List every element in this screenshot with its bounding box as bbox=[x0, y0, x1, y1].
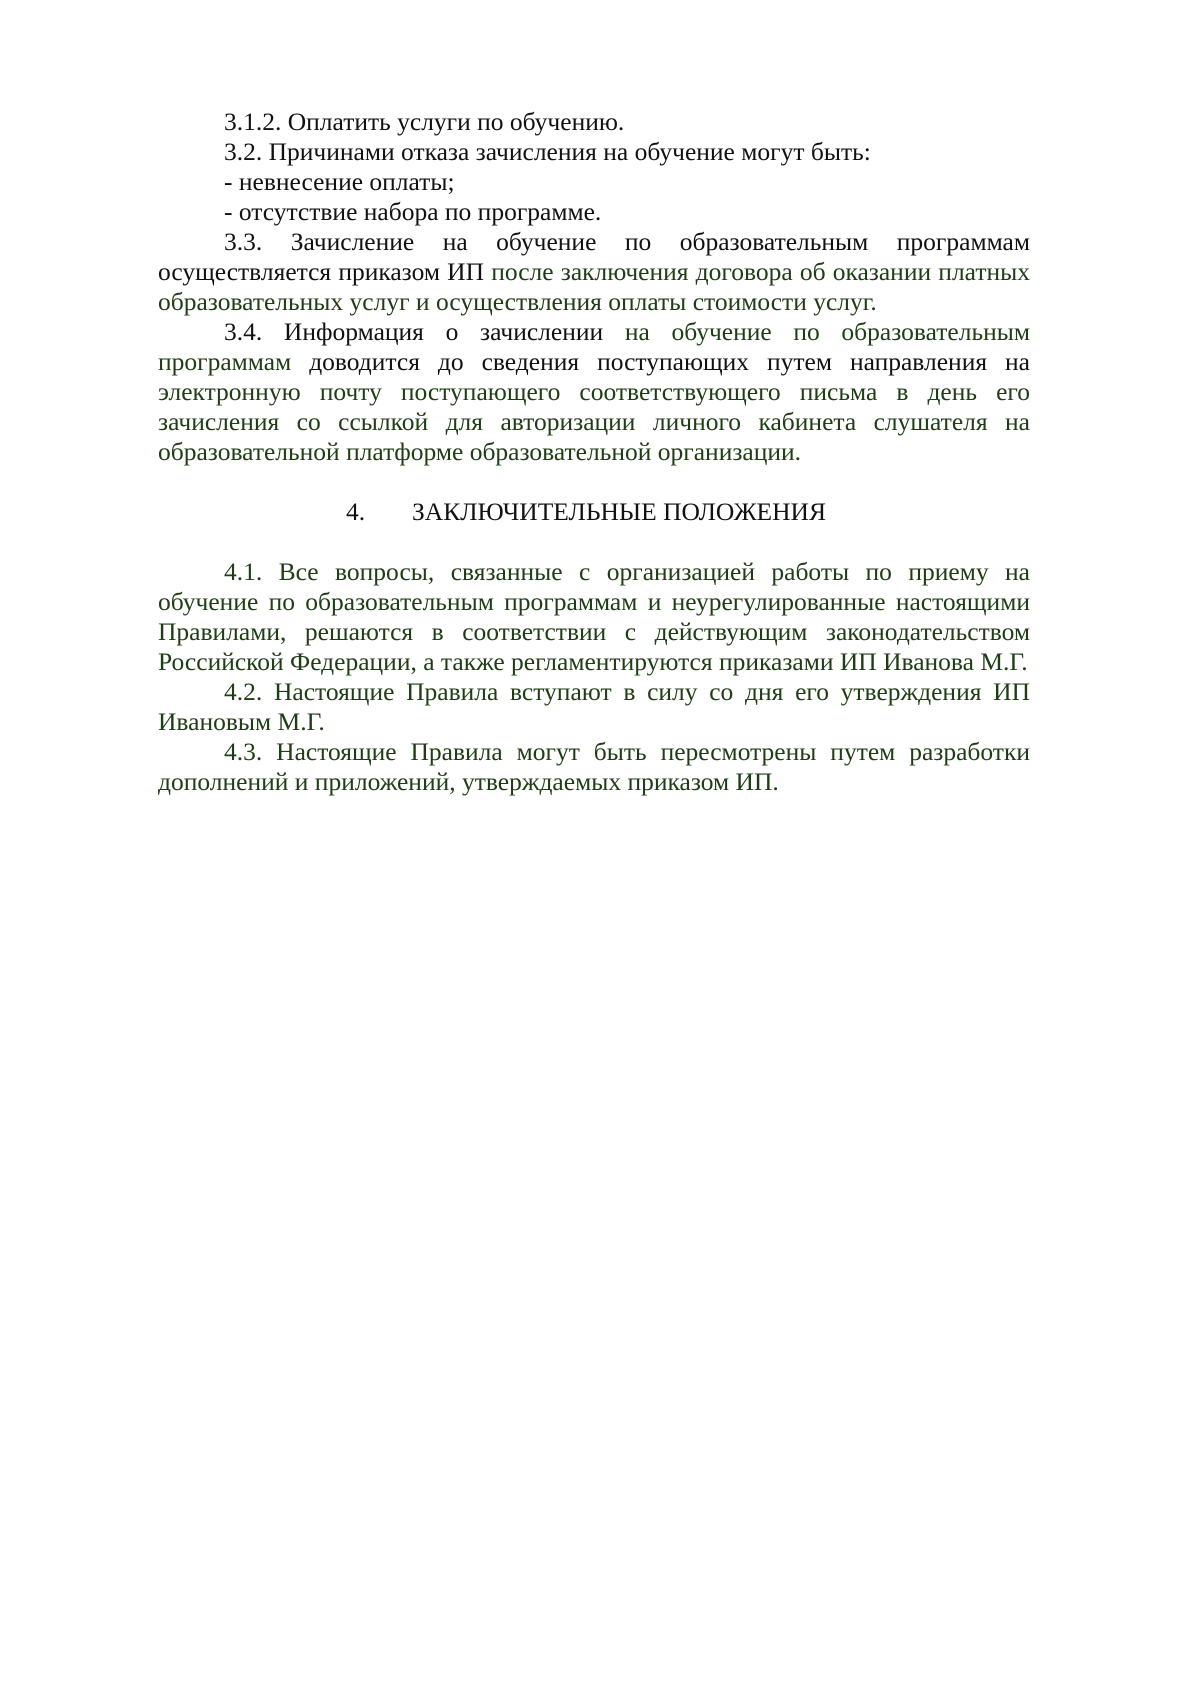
paragraph-3-4-part-3: доводится до сведения поступающих путем направления на bbox=[309, 347, 1030, 376]
paragraph-3-2: 3.2. Причинами отказа зачисления на обучение могут быть: bbox=[224, 137, 871, 166]
paragraph-3-3-part-1: 3.3. Зачисление на обучение по образовательным программам осуществляется приказом ИП bbox=[158, 227, 1030, 286]
section-4-heading bbox=[158, 497, 1030, 527]
list-item-no-enrollment: - отсутствие набора по программе. bbox=[224, 197, 602, 226]
paragraph-3-4-part-4: электронную почту поступающего соответствующего письма в день его зачисления со ссылкой для авторизации личного кабинета слушателя на образовательной платформе образовательной организации. bbox=[158, 377, 1030, 466]
paragraph-3-4-part-2: на обучение по образовательным программам bbox=[158, 317, 1030, 376]
paragraph-4-1: 4.1. Все вопросы, связанные с организацией работы по приему на обучение по образовательным программам и неурегулированные настоящими Правилами, решаются в соответствии с действующим законодательством Российской Федерации, а также регламентируются приказами ИП Иванова М.Г. bbox=[158, 557, 1030, 676]
paragraph-3-4 bbox=[158, 317, 1030, 467]
paragraph-3-3-part-2: после заключения договора об оказании платных образовательных услуг и осуществления оплаты стоимости услуг. bbox=[158, 257, 1030, 316]
document-page bbox=[158, 107, 1030, 797]
paragraph-4-2: 4.2. Настоящие Правила вступают в силу со дня его утверждения ИП Ивановым М.Г. bbox=[158, 677, 1030, 736]
section-4-title: ЗАКЛЮЧИТЕЛЬНЫЕ ПОЛОЖЕНИЯ bbox=[412, 497, 826, 526]
paragraph-3-4-part-1: 3.4. Информация о зачислении bbox=[224, 317, 625, 346]
list-item-no-payment: - невнесение оплаты; bbox=[224, 167, 455, 196]
paragraph-3-1-2: 3.1.2. Оплатить услуги по обучению. bbox=[224, 107, 625, 136]
paragraph-4-3: 4.3. Настоящие Правила могут быть пересмотрены путем разработки дополнений и приложений, утверждаемых приказом ИП. bbox=[158, 737, 1030, 796]
paragraph-3-3 bbox=[158, 227, 1030, 317]
section-4-number: 4. bbox=[346, 497, 366, 526]
